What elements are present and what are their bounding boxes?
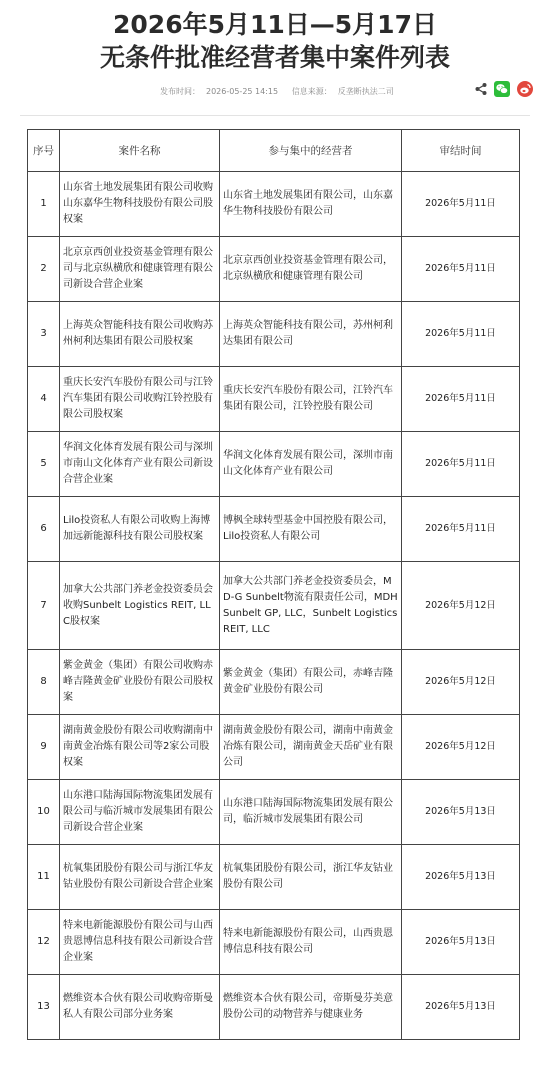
decision-date-cell: 2026年5月11日	[402, 172, 520, 237]
row-index-cell: 10	[28, 780, 60, 845]
parties-cell: 北京京西创业投资基金管理有限公司，北京纵横欣和健康管理有限公司	[220, 237, 402, 302]
parties-cell: 山东港口陆海国际物流集团发展有限公司，临沂城市发展集团有限公司	[220, 780, 402, 845]
table-row	[28, 237, 520, 302]
parties-cell: 重庆长安汽车股份有限公司，江铃汽车集团有限公司，江铃控股有限公司	[220, 367, 402, 432]
decision-date-cell: 2026年5月13日	[402, 845, 520, 910]
table-row	[28, 715, 520, 780]
parties-cell: 山东省土地发展集团有限公司，山东嘉华生物科技股份有限公司	[220, 172, 402, 237]
case-name-cell: 山东港口陆海国际物流集团发展有限公司与临沂城市发展集团有限公司新设合营企业案	[60, 780, 220, 845]
case-name-cell: Lilo投资私人有限公司收购上海博加远新能源科技有限公司股权案	[60, 497, 220, 562]
case-name-cell: 上海英众智能科技有限公司收购苏州柯利达集团有限公司股权案	[60, 302, 220, 367]
decision-date-cell: 2026年5月12日	[402, 650, 520, 715]
meta-info	[160, 86, 400, 97]
parties-cell: 特来电新能源股份有限公司，山西贵恩博信息科技有限公司	[220, 910, 402, 975]
row-index-cell: 11	[28, 845, 60, 910]
parties-cell: 燃维资本合伙有限公司，帝斯曼芬美意股份公司的动物营养与健康业务	[220, 975, 402, 1040]
decision-date-cell: 2026年5月12日	[402, 715, 520, 780]
decision-date-cell: 2026年5月13日	[402, 910, 520, 975]
row-index-cell: 13	[28, 975, 60, 1040]
table-body	[28, 172, 520, 1040]
row-index-cell: 8	[28, 650, 60, 715]
case-name-cell: 湖南黄金股份有限公司收购湖南中南黄金冶炼有限公司等2家公司股权案	[60, 715, 220, 780]
row-index-cell: 6	[28, 497, 60, 562]
table-row	[28, 780, 520, 845]
table-header-row	[28, 130, 520, 172]
case-name-cell: 北京京西创业投资基金管理有限公司与北京纵横欣和健康管理有限公司新设合营企业案	[60, 237, 220, 302]
case-name-cell: 加拿大公共部门养老金投资委员会收购Sunbelt Logistics REIT, LLC股权案	[60, 562, 220, 650]
share-icon[interactable]	[474, 82, 488, 96]
meta-row	[0, 78, 550, 104]
title-line-2: 无条件批准经营者集中案件列表	[99, 43, 450, 72]
table-row	[28, 432, 520, 497]
weibo-icon[interactable]	[517, 81, 533, 97]
decision-date-cell: 2026年5月11日	[402, 497, 520, 562]
table-row	[28, 910, 520, 975]
row-index-cell: 1	[28, 172, 60, 237]
header-parties: 参与集中的经营者	[220, 130, 402, 172]
parties-cell: 湖南黄金股份有限公司，湖南中南黄金冶炼有限公司，湖南黄金天岳矿业有限公司	[220, 715, 402, 780]
decision-date-cell: 2026年5月13日	[402, 780, 520, 845]
published-time: 2026-05-25 14:15	[206, 87, 279, 96]
case-name-cell: 杭氧集团股份有限公司与浙江华友钴业股份有限公司新设合营企业案	[60, 845, 220, 910]
table-row	[28, 367, 520, 432]
title-line-1: 2026年5月11日—5月17日	[113, 10, 437, 39]
cases-table	[27, 129, 520, 1040]
table-row	[28, 172, 520, 237]
case-name-cell: 燃维资本合伙有限公司收购帝斯曼私人有限公司部分业务案	[60, 975, 220, 1040]
header-date: 审结时间	[402, 130, 520, 172]
divider	[20, 115, 530, 116]
decision-date-cell: 2026年5月11日	[402, 367, 520, 432]
published-label: 发布时间：	[160, 87, 200, 96]
case-name-cell: 重庆长安汽车股份有限公司与江铃汽车集团有限公司收购江铃控股有限公司股权案	[60, 367, 220, 432]
parties-cell: 华润文化体育发展有限公司，深圳市南山文化体育产业有限公司	[220, 432, 402, 497]
case-name-cell: 山东省土地发展集团有限公司收购山东嘉华生物科技股份有限公司股权案	[60, 172, 220, 237]
page-title	[0, 0, 550, 74]
case-name-cell: 紫金黄金（集团）有限公司收购赤峰吉隆黄金矿业股份有限公司股权案	[60, 650, 220, 715]
case-name-cell: 特来电新能源股份有限公司与山西贵恩博信息科技有限公司新设合营企业案	[60, 910, 220, 975]
source-label: 信息来源：	[291, 87, 332, 96]
row-index-cell: 9	[28, 715, 60, 780]
row-index-cell: 3	[28, 302, 60, 367]
table-row	[28, 302, 520, 367]
table-row	[28, 975, 520, 1040]
table-row	[28, 650, 520, 715]
decision-date-cell: 2026年5月11日	[402, 302, 520, 367]
decision-date-cell: 2026年5月11日	[402, 432, 520, 497]
row-index-cell: 12	[28, 910, 60, 975]
parties-cell: 杭氧集团股份有限公司，浙江华友钴业股份有限公司	[220, 845, 402, 910]
row-index-cell: 4	[28, 367, 60, 432]
table-row	[28, 562, 520, 650]
header-case-name: 案件名称	[60, 130, 220, 172]
source-name: 反垄断执法二司	[337, 87, 394, 96]
case-name-cell: 华润文化体育发展有限公司与深圳市南山文化体育产业有限公司新设合营企业案	[60, 432, 220, 497]
row-index-cell: 2	[28, 237, 60, 302]
parties-cell: 博枫全球转型基金中国控股有限公司，Lilo投资私人有限公司	[220, 497, 402, 562]
header-index: 序号	[28, 130, 60, 172]
decision-date-cell: 2026年5月12日	[402, 562, 520, 650]
table-row	[28, 497, 520, 562]
decision-date-cell: 2026年5月11日	[402, 237, 520, 302]
decision-date-cell: 2026年5月13日	[402, 975, 520, 1040]
row-index-cell: 7	[28, 562, 60, 650]
parties-cell: 紫金黄金（集团）有限公司，赤峰吉隆黄金矿业股份有限公司	[220, 650, 402, 715]
parties-cell: 上海英众智能科技有限公司，苏州柯利达集团有限公司	[220, 302, 402, 367]
parties-cell: 加拿大公共部门养老金投资委员会，MD-G Sunbelt物流有限责任公司，MDH Sunbelt GP, LLC，Sunbelt Logistics REIT, LLC	[220, 562, 402, 650]
row-index-cell: 5	[28, 432, 60, 497]
wechat-icon[interactable]	[494, 81, 510, 97]
table-row	[28, 845, 520, 910]
